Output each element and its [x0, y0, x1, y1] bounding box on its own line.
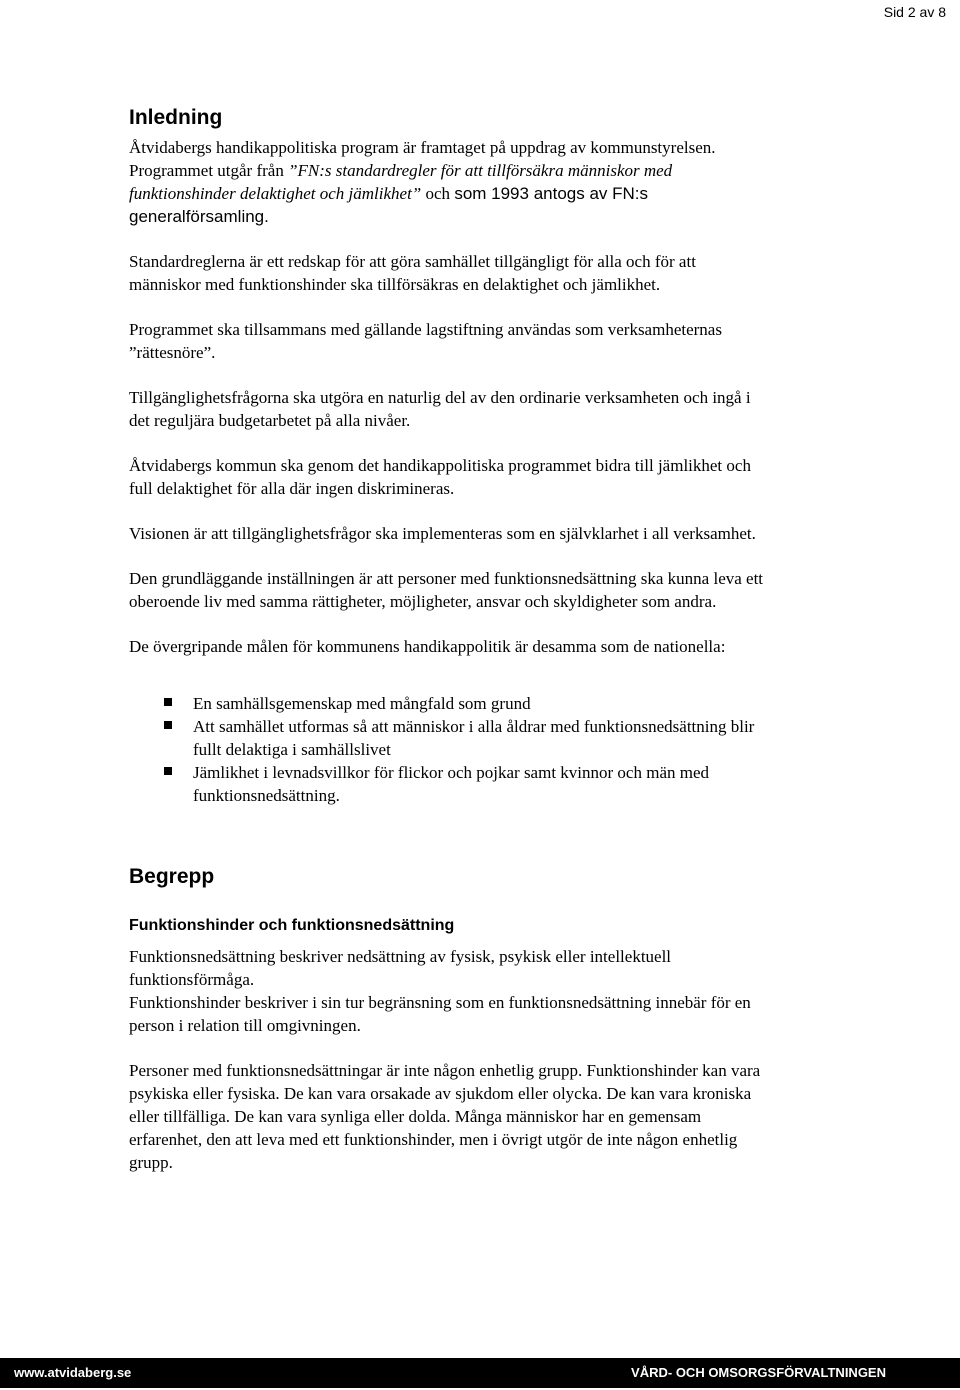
intro-text-d: som 1993 antogs av FN:s generalförsamling.	[129, 184, 649, 226]
document-body	[129, 104, 769, 1196]
subsection-title: Funktionshinder och funktionsnedsättning	[129, 917, 455, 934]
intro-text-c: och	[421, 184, 455, 203]
section-title-inledning: Inledning	[129, 106, 223, 129]
funktionshinder-paragraph: Funktionshinder beskriver i sin tur begränsning som en funktionsnedsättning innebär för en person i relation till omgivningen.	[129, 993, 751, 1035]
list-item	[129, 692, 769, 715]
installning-paragraph: Den grundläggande inställningen är att personer med funktionsnedsättning ska kunna leva ett oberoende liv med samma rättigheter, möjligheter, ansvar och skyldigheter som andra.	[129, 569, 764, 611]
intro-paragraph	[129, 136, 769, 228]
intro-text-a: Åtvidabergs handikappolitiska program är framtaget på uppdrag av kommunstyrelsen. Programmet utgår från	[129, 138, 716, 180]
list-item-text: Att samhället utformas så att människor i alla åldrar med funktionsnedsättning blir fullt delaktiga i samhällslivet	[193, 717, 755, 759]
list-item-text: Jämlikhet i levnadsvillkor för flickor och pojkar samt kvinnor och män med funktionsnedsättning.	[193, 763, 710, 805]
goals-list	[129, 692, 769, 807]
list-item	[129, 761, 769, 807]
footer-bar	[0, 1358, 960, 1388]
intro-text-citation: ”FN:s standardregler för att tillförsäkra människor med funktionshinder delaktighet och jämlikhet”	[129, 161, 673, 203]
vision-paragraph: Visionen är att tillgänglighetsfrågor ska implementeras som en självklarhet i all verksamhet.	[129, 524, 756, 543]
footer-website: www.atvidaberg.se	[14, 1365, 132, 1380]
list-item-text: En samhällsgemenskap med mångfald som grund	[193, 694, 531, 713]
square-bullet-icon	[164, 767, 172, 775]
funktionsnedsattning-paragraph: Funktionsnedsättning beskriver nedsättning av fysisk, psykisk eller intellektuell funktionsförmåga.	[129, 947, 672, 989]
standardregler-paragraph: Standardreglerna är ett redskap för att göra samhället tillgängligt för alla och för att människor med funktionshinder ska tillförsäkras en delaktighet och jämlikhet.	[129, 252, 696, 294]
list-item	[129, 715, 769, 761]
square-bullet-icon	[164, 698, 172, 706]
personer-paragraph: Personer med funktionsnedsättningar är inte någon enhetlig grupp. Funktionshinder kan vara psykiska eller fysiska. De kan vara orsakade av sjukdom eller olycka. De kan vara kroniska eller tillfälliga. De kan vara synliga eller dolda. Många människor har en gemensam erfarenhet, den att leva med ett funktionshinder, men i övrigt utgör de inte någon enhetlig grupp.	[129, 1061, 761, 1172]
page-number: Sid 2 av 8	[883, 4, 946, 20]
footer-department: VÅRD- OCH OMSORGSFÖRVALTNINGEN	[631, 1365, 886, 1380]
square-bullet-icon	[164, 721, 172, 729]
kommun-paragraph: Åtvidabergs kommun ska genom det handikappolitiska programmet bidra till jämlikhet och full delaktighet för alla där ingen diskrimineras.	[129, 456, 751, 498]
section-title-begrepp: Begrepp	[129, 865, 215, 888]
mal-paragraph: De övergripande målen för kommunens handikappolitik är desamma som de nationella:	[129, 637, 726, 656]
tillganglighet-paragraph: Tillgänglighetsfrågorna ska utgöra en naturlig del av den ordinarie verksamheten och ingå i det reguljära budgetarbetet på alla nivåer.	[129, 388, 751, 430]
program-paragraph: Programmet ska tillsammans med gällande lagstiftning användas som verksamheternas ”rättesnöre”.	[129, 320, 722, 362]
